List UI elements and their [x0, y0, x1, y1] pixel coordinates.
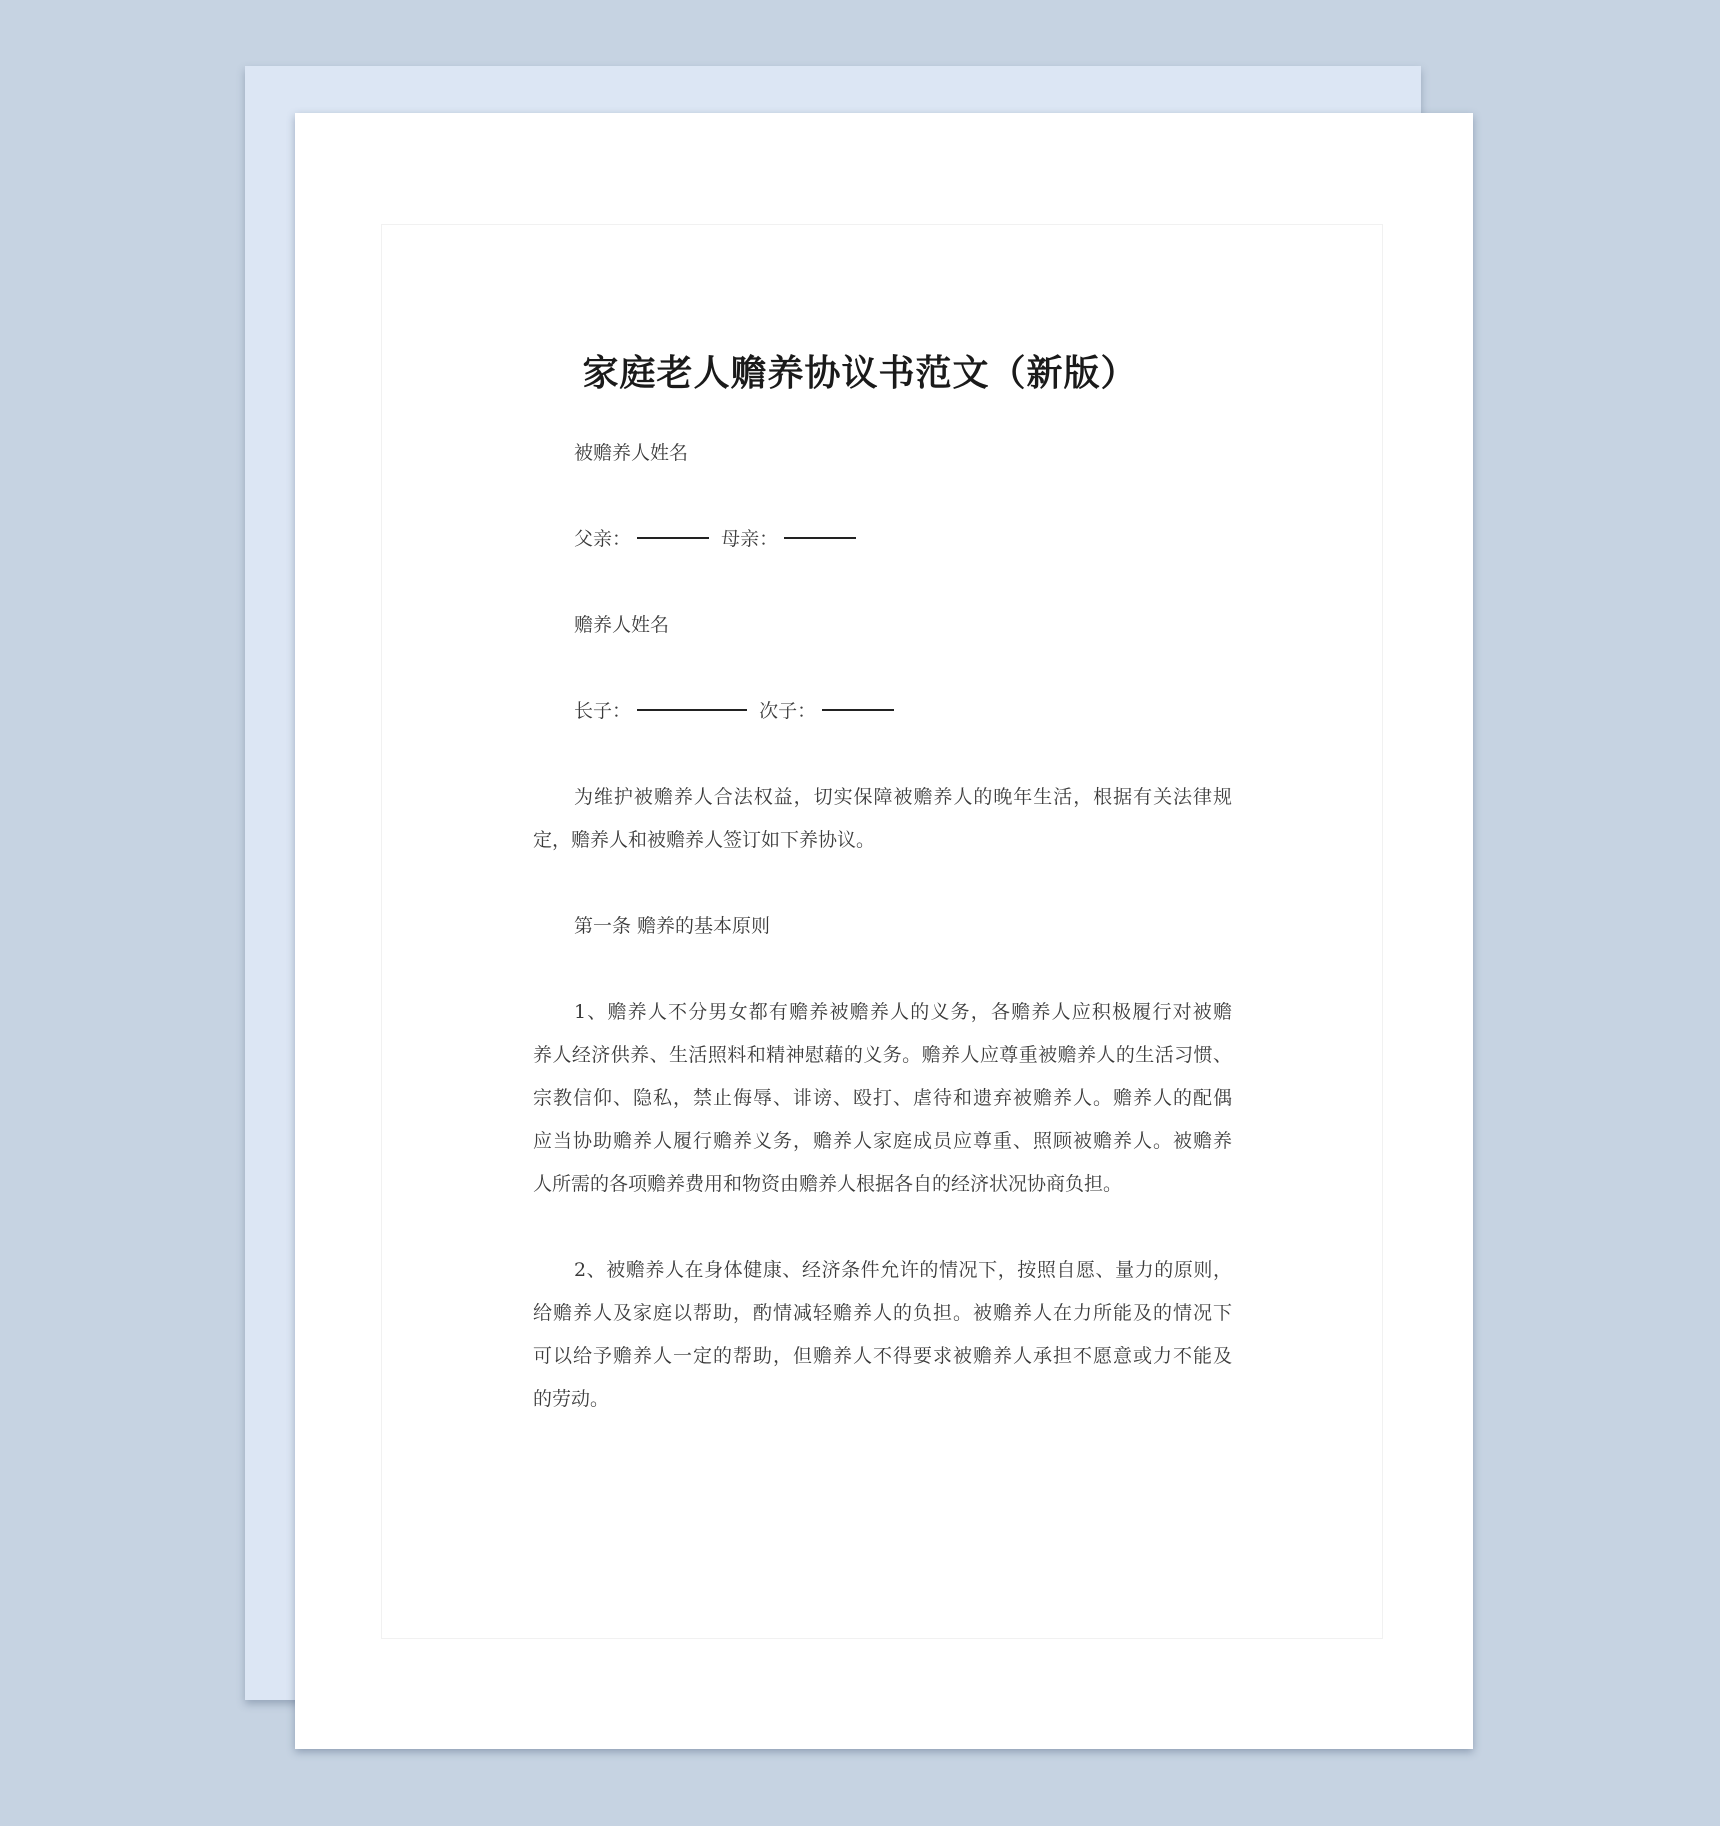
mother-label: 母亲：: [721, 528, 779, 550]
document-body: [533, 432, 1232, 1464]
second-son-label: 次子：: [759, 700, 817, 722]
paragraph-line: 养人经济供养、生活照料和精神慰藉的义务。赡养人应尊重被赡养人的生活习惯、: [533, 1044, 1232, 1066]
paragraph-line: 2、被赡养人在身体健康、经济条件允许的情况下，按照自愿、量力的原则，: [574, 1259, 1232, 1281]
paragraph-line: 定，赡养人和被赡养人签订如下养协议。: [533, 829, 876, 851]
clause-1-paragraph: [533, 991, 1232, 1206]
paragraph-line: 为维护被赡养人合法权益，切实保障被赡养人的晚年生活，根据有关法律规: [574, 786, 1232, 808]
mother-blank: [784, 537, 856, 539]
father-label: 父亲：: [574, 528, 632, 550]
parents-line: [533, 518, 1232, 561]
intro-paragraph: [533, 776, 1232, 862]
supported-name-label: 被赡养人姓名: [574, 442, 689, 464]
article-heading: 第一条 赡养的基本原则: [574, 915, 771, 937]
paragraph-line: 给赡养人及家庭以帮助，酌情减轻赡养人的负担。被赡养人在力所能及的情况下: [533, 1302, 1232, 1324]
second-son-blank: [822, 709, 894, 711]
eldest-son-label: 长子：: [574, 700, 632, 722]
sons-line: [533, 690, 1232, 733]
clause-2-paragraph: [533, 1249, 1232, 1421]
eldest-son-blank: [637, 709, 747, 711]
paragraph-line: 应当协助赡养人履行赡养义务，赡养人家庭成员应尊重、照顾被赡养人。被赡养: [533, 1130, 1232, 1152]
paragraph-line: 人所需的各项赡养费用和物资由赡养人根据各自的经济状况协商负担。: [533, 1173, 1123, 1195]
paragraph-line: 的劳动。: [533, 1388, 610, 1410]
paragraph-line: 可以给予赡养人一定的帮助，但赡养人不得要求被赡养人承担不愿意或力不能及: [533, 1345, 1232, 1367]
father-blank: [637, 537, 709, 539]
supporter-name-label: 赡养人姓名: [574, 614, 670, 636]
paragraph-line: 宗教信仰、隐私，禁止侮辱、诽谤、殴打、虐待和遗弃被赡养人。赡养人的配偶: [533, 1087, 1232, 1109]
paragraph-line: 1、赡养人不分男女都有赡养被赡养人的义务，各赡养人应积极履行对被赡: [574, 1001, 1232, 1023]
document-title: 家庭老人赡养协议书范文（新版）: [582, 352, 1138, 394]
